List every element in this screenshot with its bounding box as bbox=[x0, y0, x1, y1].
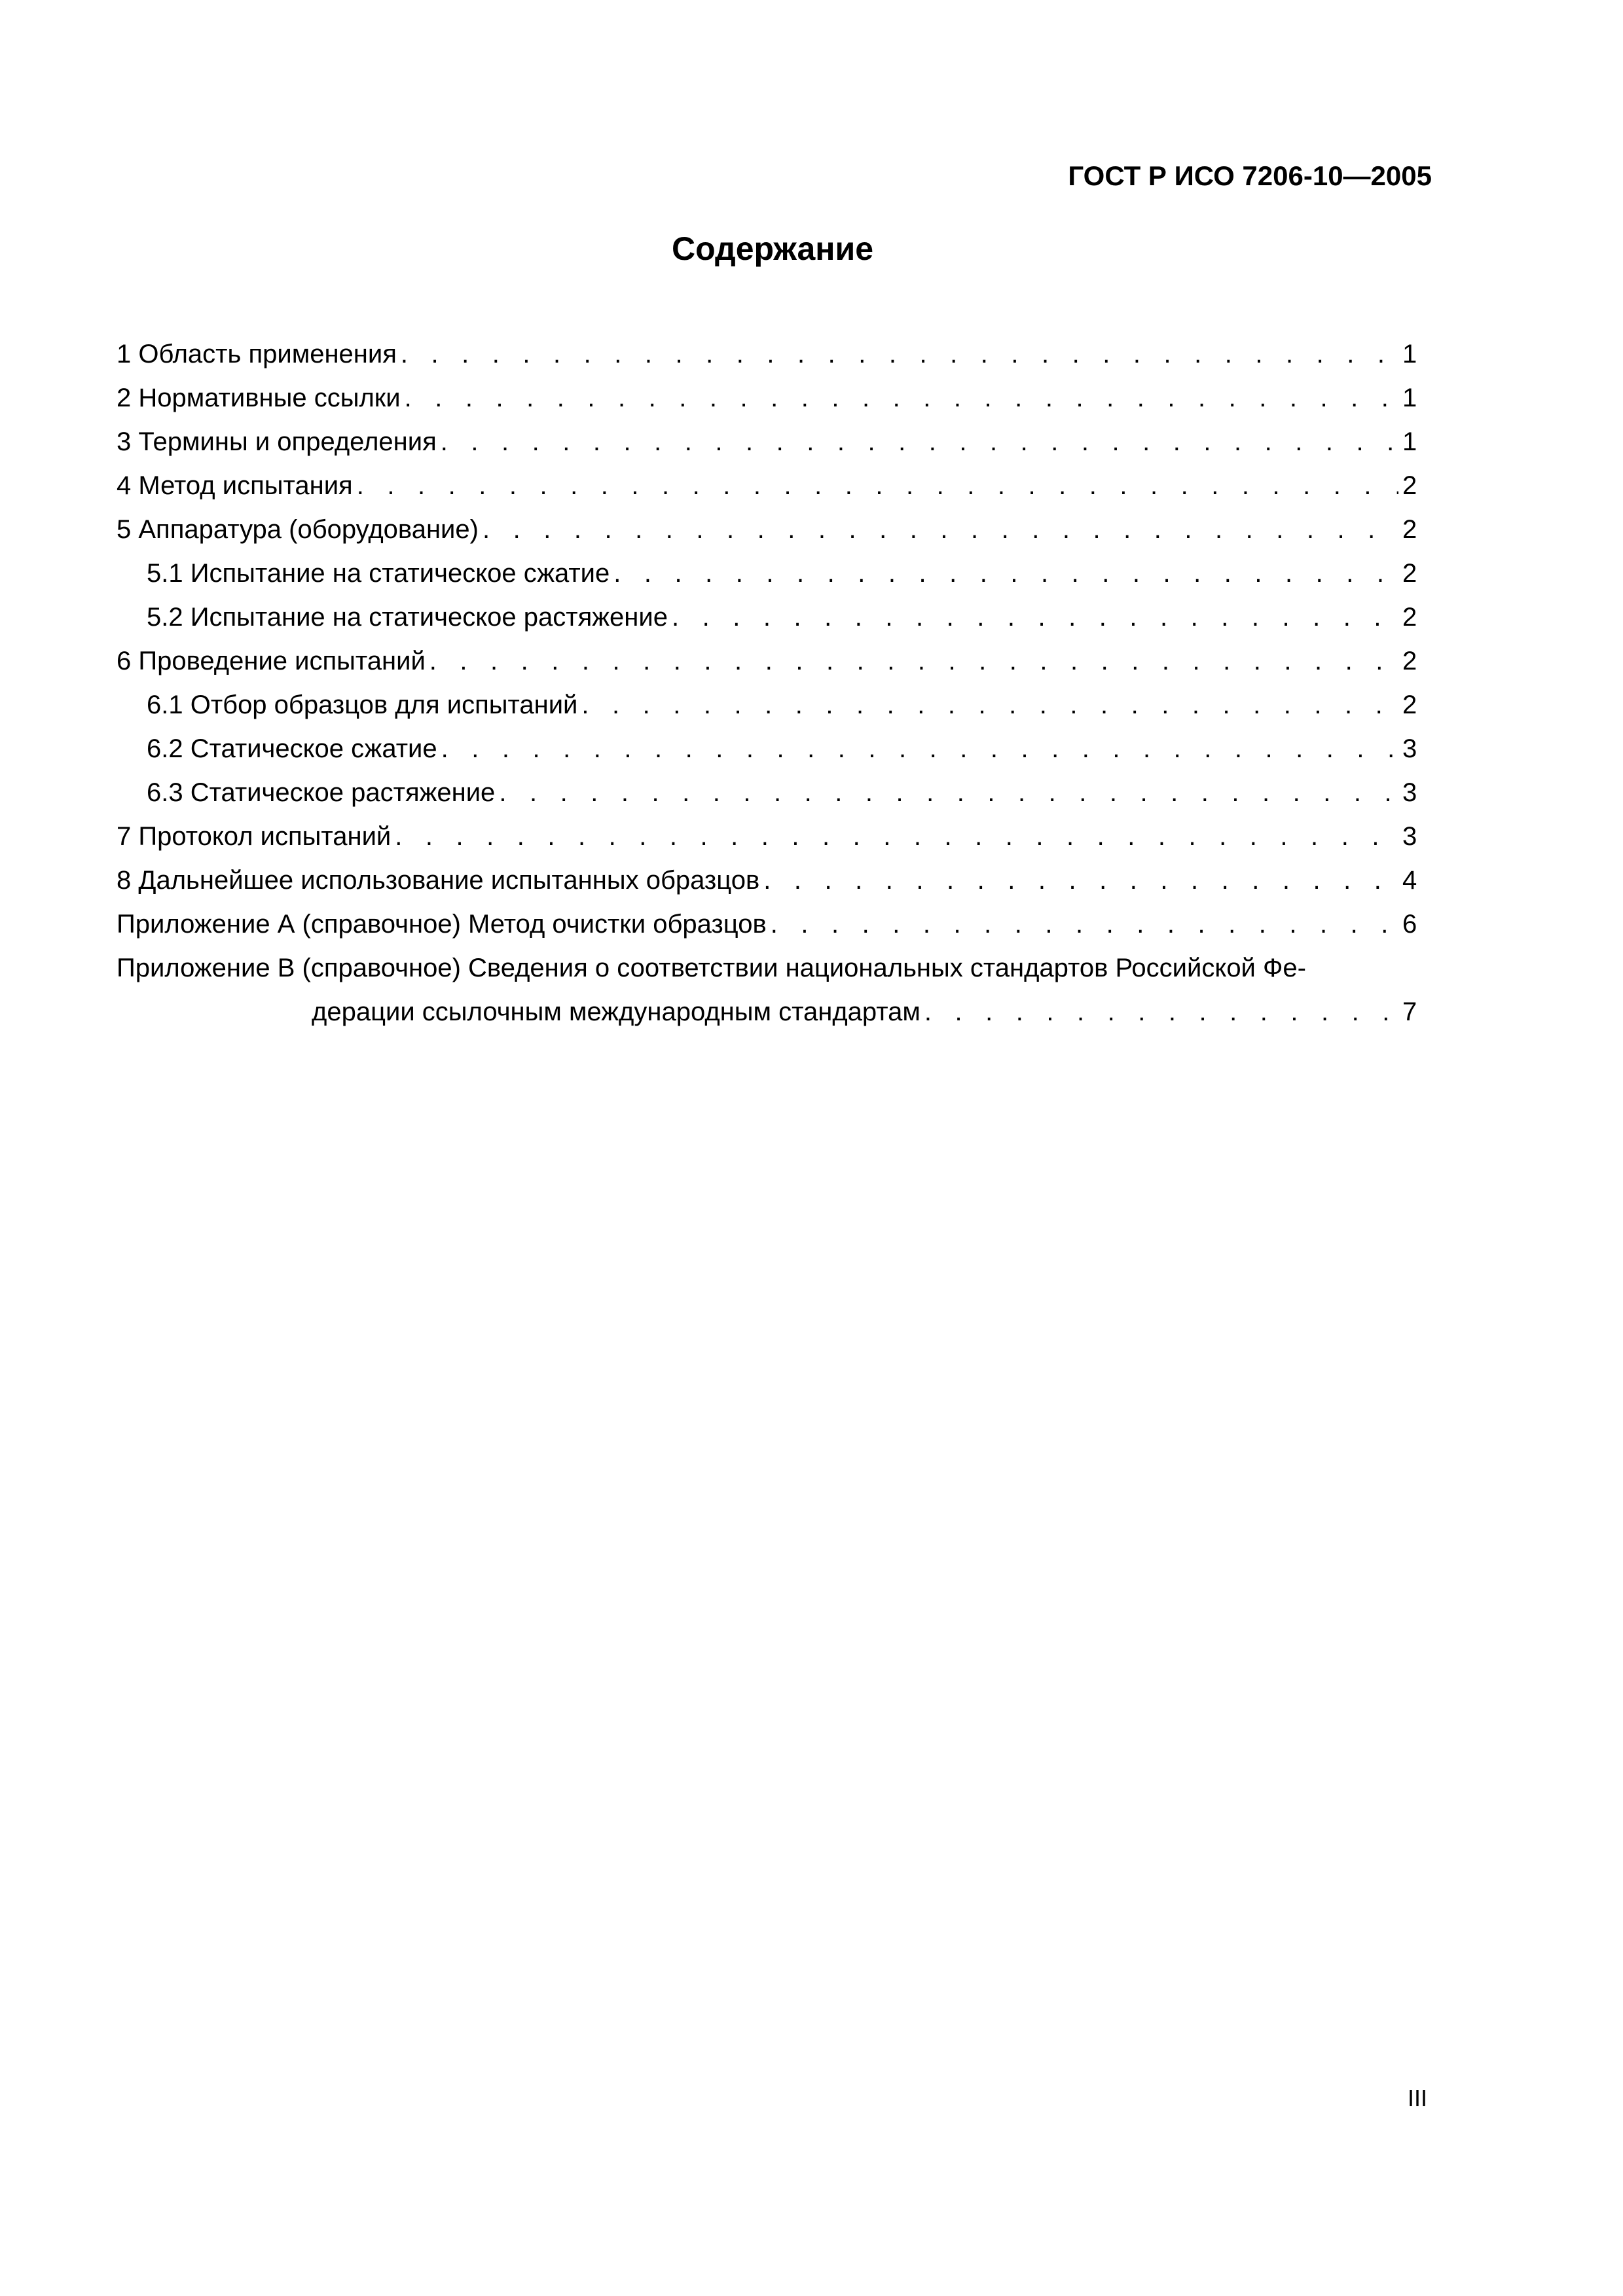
toc-entry-label: 5 Аппаратура (оборудование) bbox=[117, 515, 479, 544]
document-code: ГОСТ Р ИСО 7206-10—2005 bbox=[1068, 160, 1432, 191]
toc-entry-page: 7 bbox=[1402, 997, 1417, 1026]
toc-entry-page: 2 bbox=[1402, 515, 1417, 544]
toc-title: Содержание bbox=[671, 230, 874, 267]
toc-entry[interactable] bbox=[117, 464, 1417, 508]
toc-entry-label: 2 Нормативные ссылки bbox=[117, 384, 401, 412]
toc-entry-page: 2 bbox=[1402, 603, 1417, 632]
toc-leader-dots bbox=[499, 771, 1398, 815]
toc-entry[interactable] bbox=[117, 639, 1417, 683]
toc-entry[interactable] bbox=[117, 508, 1417, 552]
toc-entry-page: 6 bbox=[1402, 910, 1417, 939]
toc-entry[interactable] bbox=[117, 596, 1417, 639]
toc-leader-dots bbox=[672, 596, 1398, 639]
toc-entry-label: 3 Термины и определения bbox=[117, 427, 437, 456]
toc-entry-label: 7 Протокол испытаний bbox=[117, 822, 392, 851]
toc-entry-label: 1 Область применения bbox=[117, 340, 397, 368]
toc-leader-dots bbox=[771, 903, 1398, 946]
toc-leader-dots bbox=[395, 815, 1398, 859]
toc-entry[interactable] bbox=[117, 815, 1417, 859]
toc-leader-dots bbox=[581, 683, 1398, 727]
page-number: III bbox=[1408, 2085, 1428, 2111]
table-of-contents bbox=[117, 332, 1417, 1034]
toc-entry-label: 4 Метод испытания bbox=[117, 471, 353, 500]
toc-leader-dots bbox=[613, 552, 1398, 596]
toc-entry[interactable] bbox=[117, 727, 1417, 771]
toc-entry[interactable] bbox=[117, 683, 1417, 727]
toc-entry-page: 3 bbox=[1402, 734, 1417, 763]
toc-entry-label: 6.3 Статическое растяжение bbox=[147, 778, 496, 807]
toc-entry-label: 6 Проведение испытаний bbox=[117, 647, 426, 675]
toc-entry-page: 2 bbox=[1402, 647, 1417, 675]
toc-entry[interactable] bbox=[117, 420, 1417, 464]
toc-entry-page: 2 bbox=[1402, 559, 1417, 588]
toc-entry-page: 2 bbox=[1402, 471, 1417, 500]
toc-entry-label: 8 Дальнейшее использование испытанных образцов bbox=[117, 866, 760, 895]
toc-entry[interactable] bbox=[117, 859, 1417, 903]
toc-leader-dots bbox=[763, 859, 1398, 903]
toc-entry[interactable] bbox=[117, 771, 1417, 815]
toc-entry-label: 5.1 Испытание на статическое сжатие bbox=[147, 559, 610, 588]
toc-leader-dots bbox=[405, 376, 1398, 420]
toc-entry-page: 3 bbox=[1402, 778, 1417, 807]
toc-entry-page: 1 bbox=[1402, 340, 1417, 368]
toc-leader-dots bbox=[441, 727, 1398, 771]
toc-entry-page: 1 bbox=[1402, 427, 1417, 456]
toc-entry-label: 6.1 Отбор образцов для испытаний bbox=[147, 691, 578, 719]
toc-entry-page: 4 bbox=[1402, 866, 1417, 895]
toc-entry[interactable] bbox=[117, 552, 1417, 596]
toc-leader-dots bbox=[924, 990, 1398, 1034]
toc-leader-dots bbox=[483, 508, 1398, 552]
toc-entry[interactable] bbox=[117, 376, 1417, 420]
toc-entry-page: 3 bbox=[1402, 822, 1417, 851]
toc-entry[interactable] bbox=[117, 903, 1417, 946]
toc-entry-label: 5.2 Испытание на статическое растяжение bbox=[147, 603, 668, 632]
toc-leader-dots bbox=[357, 464, 1398, 508]
toc-entry-page: 1 bbox=[1402, 384, 1417, 412]
toc-entry-label-line-1: Приложение В (справочное) Сведения о соответствии национальных стандартов Российской Фе- bbox=[117, 954, 1306, 982]
toc-leader-dots bbox=[429, 639, 1398, 683]
toc-entry-label: 6.2 Статическое сжатие bbox=[147, 734, 437, 763]
toc-entry-label: Приложение А (справочное) Метод очистки образцов bbox=[117, 910, 767, 939]
toc-leader-dots bbox=[441, 420, 1398, 464]
toc-leader-dots bbox=[401, 332, 1398, 376]
toc-entry[interactable] bbox=[117, 332, 1417, 376]
toc-entry-label-line-2: дерации ссылочным международным стандартам bbox=[312, 997, 921, 1026]
toc-entry-appendix-b[interactable] bbox=[117, 946, 1417, 1034]
toc-entry-page: 2 bbox=[1402, 691, 1417, 719]
